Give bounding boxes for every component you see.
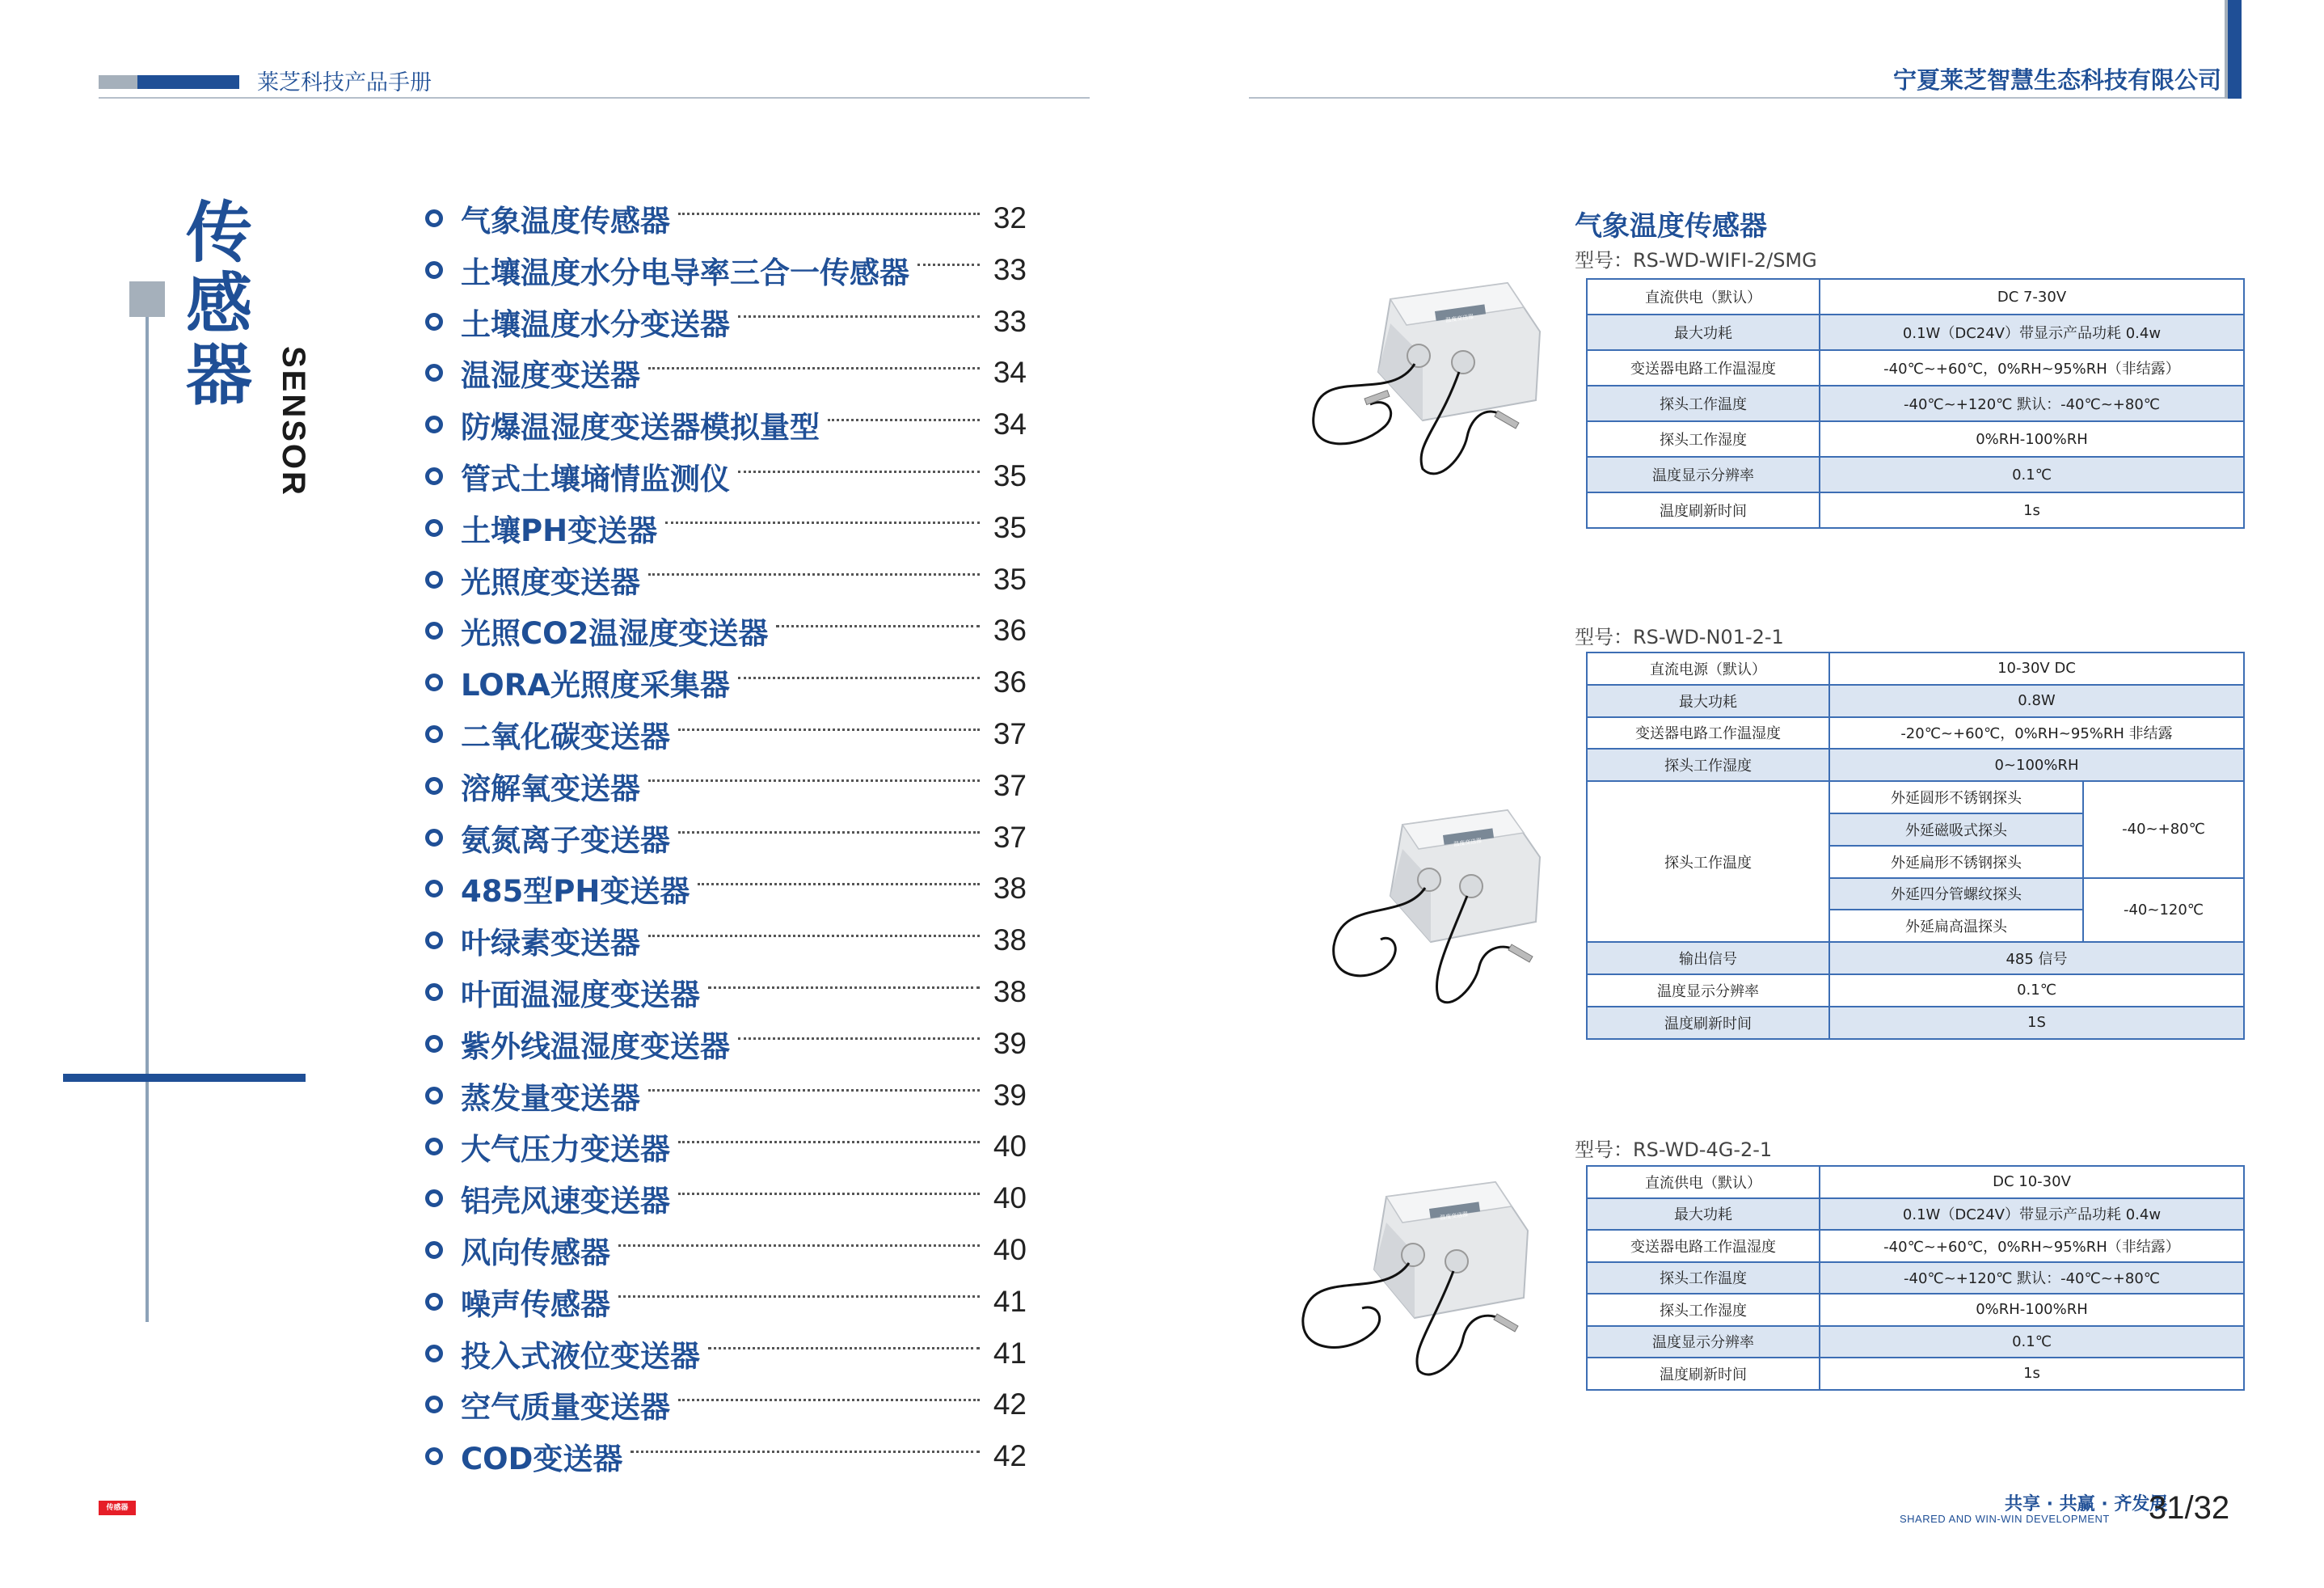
toc-item-page: 38	[993, 872, 1027, 906]
toc-item-label: 紫外线温湿度变送器	[461, 1028, 730, 1064]
circle-bullet-icon	[425, 261, 443, 279]
circle-bullet-icon	[425, 467, 443, 485]
toc-item-label: 铝壳风速变送器	[461, 1184, 670, 1219]
section-badge: 传感器	[99, 1501, 136, 1515]
toc-item-page: 42	[993, 1439, 1027, 1473]
toc-leader-dots	[828, 419, 980, 421]
spec-table-2	[1586, 652, 2245, 1040]
toc-leader-dots	[648, 367, 980, 370]
device-3-body	[1374, 1182, 1528, 1318]
spec-row	[1587, 1007, 2244, 1039]
toc-item[interactable]	[425, 968, 1027, 1016]
device-1-label: 温度变送器	[1445, 313, 1474, 324]
spec-value: -20℃~+60℃，0%RH~95%RH 非结露	[1829, 717, 2244, 750]
toc-item-page: 39	[993, 1026, 1027, 1060]
section-title-char-1: 传	[186, 195, 253, 272]
toc-item-page: 41	[993, 1284, 1027, 1318]
toc-item-page: 35	[993, 510, 1027, 544]
spec-table-3	[1586, 1165, 2245, 1391]
toc-item-page: 40	[993, 1233, 1027, 1266]
toc-item[interactable]	[425, 1278, 1027, 1326]
toc-leader-dots	[698, 883, 980, 885]
spec-row	[1587, 1262, 2244, 1294]
spec-key: 输出信号	[1587, 942, 1829, 974]
header-accent-blue	[137, 75, 239, 89]
spec-key: 直流电源（默认）	[1587, 653, 1829, 685]
spec-key: 变送器电路工作温湿度	[1587, 350, 1820, 386]
spec-value: -40℃~+120℃ 默认：-40℃~+80℃	[1820, 1262, 2244, 1294]
circle-bullet-icon	[425, 1447, 443, 1465]
toc-item-page: 35	[993, 562, 1027, 596]
spec-row	[1587, 717, 2244, 750]
header-rule-left	[99, 97, 1090, 99]
toc-item[interactable]	[425, 762, 1027, 810]
spec-value: 1S	[1829, 1007, 2244, 1039]
toc-item[interactable]	[425, 1226, 1027, 1274]
toc-item[interactable]	[425, 864, 1027, 913]
toc-item-label: 土壤温度水分变送器	[461, 306, 730, 342]
spec-row	[1587, 1358, 2244, 1390]
spec-row	[1587, 421, 2244, 457]
toc-leader-dots	[665, 522, 980, 524]
spec-key: 直流供电（默认）	[1587, 1166, 1820, 1198]
spec-value: 485 信号	[1829, 942, 2244, 974]
toc-leader-dots	[648, 573, 980, 576]
toc-item-label: 485型PH变送器	[461, 874, 690, 910]
spec-value: 0.1W（DC24V）带显示产品功耗 0.4w	[1820, 315, 2244, 350]
toc-item[interactable]	[425, 710, 1027, 758]
circle-bullet-icon	[425, 725, 443, 743]
toc-leader-dots	[648, 935, 980, 937]
toc-item-page: 38	[993, 975, 1027, 1008]
toc-leader-dots	[678, 831, 980, 834]
spec-row	[1587, 1294, 2244, 1326]
toc-item[interactable]	[425, 1329, 1027, 1378]
spec-value: DC 7-30V	[1820, 279, 2244, 315]
device-image-2	[1310, 800, 1552, 1011]
spec-row	[1587, 1230, 2244, 1262]
toc-item-page: 39	[993, 1078, 1027, 1112]
toc-item-page: 40	[993, 1130, 1027, 1164]
toc-item[interactable]	[425, 606, 1027, 655]
toc-item-label: 土壤PH变送器	[461, 513, 658, 548]
spec-row	[1587, 942, 2244, 974]
toc-item-page: 37	[993, 768, 1027, 802]
section-square-marker	[129, 281, 165, 317]
model-3-label: 型号：RS-WD-4G-2-1	[1575, 1138, 1773, 1161]
toc-item[interactable]	[425, 194, 1027, 243]
toc-item-label: 气象温度传感器	[461, 204, 670, 239]
spec-probe-type: 外延四分管螺纹探头	[1829, 878, 2083, 910]
circle-bullet-icon	[425, 416, 443, 433]
toc-item-label: 光照CO2温湿度变送器	[461, 616, 769, 652]
header-left-title: 莱芝科技产品手册	[257, 70, 432, 95]
spec-key: 变送器电路工作温湿度	[1587, 1230, 1820, 1262]
spec-value: -40℃~+60℃，0%RH~95%RH（非结露）	[1820, 1230, 2244, 1262]
toc-leader-dots	[708, 986, 980, 989]
toc-item[interactable]	[425, 1380, 1027, 1429]
spec-row	[1587, 1166, 2244, 1198]
circle-bullet-icon	[425, 1087, 443, 1104]
toc-item-label: 空气质量变送器	[461, 1390, 670, 1425]
circle-bullet-icon	[425, 519, 443, 537]
toc-leader-dots	[738, 471, 980, 473]
spec-probe-type: 外延圆形不锈钢探头	[1829, 781, 2083, 813]
toc-item-label: 风向传感器	[461, 1235, 610, 1270]
spec-value: 0.1℃	[1820, 1326, 2244, 1358]
toc-item-page: 37	[993, 820, 1027, 854]
toc-item-label: 光照度变送器	[461, 564, 640, 600]
toc-leader-dots	[708, 1347, 980, 1349]
toc-item-label: 防爆温湿度变送器模拟量型	[461, 410, 820, 446]
model-1-label: 型号：RS-WD-WIFI-2/SMG	[1575, 249, 1817, 272]
spec-row	[1587, 350, 2244, 386]
spec-key: 最大功耗	[1587, 315, 1820, 350]
footer-page-numbers: 31/32	[2149, 1490, 2230, 1526]
toc-item[interactable]	[425, 1174, 1027, 1223]
spec-value: 0%RH-100%RH	[1820, 421, 2244, 457]
toc-item-label: COD变送器	[461, 1442, 623, 1477]
toc-leader-dots	[678, 729, 980, 731]
spec-value: DC 10-30V	[1820, 1166, 2244, 1198]
device-2-body	[1390, 810, 1540, 942]
circle-bullet-icon	[425, 983, 443, 1001]
toc-item-page: 41	[993, 1336, 1027, 1370]
toc-leader-dots	[738, 677, 980, 679]
toc-leader-dots	[618, 1295, 980, 1298]
spec-key: 最大功耗	[1587, 685, 1829, 717]
spec-row	[1587, 685, 2244, 717]
device-3-label: 温度变送器	[1439, 1210, 1469, 1222]
section-horizontal-rule	[63, 1074, 306, 1082]
spec-value: -40℃~+60℃，0%RH~95%RH（非结露）	[1820, 350, 2244, 386]
spec-probe-range: -40~+80℃	[2083, 781, 2244, 877]
spec-key: 探头工作温度	[1587, 781, 1829, 942]
spec-key: 温度刷新时间	[1587, 1358, 1820, 1390]
circle-bullet-icon	[425, 829, 443, 847]
spec-row	[1587, 492, 2244, 528]
spec-table-1	[1586, 278, 2245, 529]
spec-key: 温度显示分辨率	[1587, 1326, 1820, 1358]
spec-row	[1587, 974, 2244, 1007]
footer-slogan-en: SHARED AND WIN-WIN DEVELOPMENT	[1900, 1513, 2110, 1525]
product-title: 气象温度传感器	[1575, 210, 1767, 243]
spec-key: 探头工作湿度	[1587, 421, 1820, 457]
circle-bullet-icon	[425, 931, 443, 949]
spec-row	[1587, 315, 2244, 350]
circle-bullet-icon	[425, 1189, 443, 1207]
spec-value: 0.1℃	[1820, 457, 2244, 492]
spec-key: 温度刷新时间	[1587, 492, 1820, 528]
spec-value: 0.1℃	[1829, 974, 2244, 1007]
spec-value: 0.8W	[1829, 685, 2244, 717]
toc-item-label: 叶面温湿度变送器	[461, 978, 700, 1012]
toc-leader-dots	[738, 315, 980, 318]
spec-key: 探头工作温度	[1587, 386, 1820, 421]
toc-item[interactable]	[425, 348, 1027, 397]
spec-key: 探头工作湿度	[1587, 749, 1829, 781]
toc-item[interactable]	[425, 658, 1027, 707]
spec-value: 0~100%RH	[1829, 749, 2244, 781]
header-accent-gray	[99, 75, 137, 89]
spec-row	[1587, 653, 2244, 685]
toc-item-page: 35	[993, 459, 1027, 492]
toc-item-page: 34	[993, 356, 1027, 390]
toc-item[interactable]	[425, 916, 1027, 965]
circle-bullet-icon	[425, 1035, 443, 1053]
toc-leader-dots	[648, 779, 980, 782]
header-right-accent-blue	[2228, 0, 2242, 99]
footer-slogan: 共享 · 共赢 · 齐发展	[2005, 1494, 2168, 1514]
toc-item-page: 34	[993, 408, 1027, 441]
toc-leader-dots	[917, 264, 980, 266]
toc-item[interactable]	[425, 813, 1027, 862]
spec-value: 1s	[1820, 492, 2244, 528]
toc-item-label: 温湿度变送器	[461, 358, 640, 394]
circle-bullet-icon	[425, 209, 443, 227]
device-image-3	[1293, 1172, 1544, 1383]
spec-row	[1587, 1326, 2244, 1358]
toc-item[interactable]	[425, 555, 1027, 604]
spec-value: 0%RH-100%RH	[1820, 1294, 2244, 1326]
toc-leader-dots	[776, 625, 980, 627]
spec-probe-type: 外延扁高温探头	[1829, 910, 2083, 942]
toc-item-page: 33	[993, 252, 1027, 286]
spec-key: 最大功耗	[1587, 1198, 1820, 1231]
spec-key: 探头工作湿度	[1587, 1294, 1820, 1326]
circle-bullet-icon	[425, 1138, 443, 1155]
toc-leader-dots	[738, 1037, 980, 1040]
toc-leader-dots	[648, 1089, 980, 1092]
spec-key: 温度显示分辨率	[1587, 457, 1820, 492]
spec-probe-type: 外延扁形不锈钢探头	[1829, 846, 2083, 878]
toc-item-page: 33	[993, 304, 1027, 338]
spec-probe-type: 外延磁吸式探头	[1829, 813, 2083, 846]
toc-leader-dots	[678, 1193, 980, 1195]
toc-item-label: 投入式液位变送器	[461, 1338, 700, 1374]
circle-bullet-icon	[425, 880, 443, 897]
toc-leader-dots	[678, 1141, 980, 1143]
toc-item-label: 二氧化碳变送器	[461, 720, 670, 754]
toc-item[interactable]	[425, 504, 1027, 552]
toc-item-page: 40	[993, 1181, 1027, 1215]
circle-bullet-icon	[425, 1293, 443, 1311]
toc-item-page: 38	[993, 923, 1027, 957]
circle-bullet-icon	[425, 1241, 443, 1259]
toc-item[interactable]	[425, 1020, 1027, 1068]
toc-item[interactable]	[425, 1122, 1027, 1171]
spec-key: 探头工作温度	[1587, 1262, 1820, 1294]
model-2-label: 型号：RS-WD-N01-2-1	[1575, 626, 1784, 648]
circle-bullet-icon	[425, 674, 443, 691]
spec-probe-range: -40~120℃	[2083, 878, 2244, 943]
toc-item-page: 37	[993, 717, 1027, 750]
spec-row	[1587, 386, 2244, 421]
toc-item-label: 管式土壤墒情监测仪	[461, 462, 730, 496]
circle-bullet-icon	[425, 1396, 443, 1413]
toc-item-page: 36	[993, 665, 1027, 699]
device-1-body	[1378, 283, 1540, 420]
header-right-title: 宁夏莱芝智慧生态科技有限公司	[1892, 66, 2221, 94]
spec-value: 10-30V DC	[1829, 653, 2244, 685]
spec-row	[1587, 1198, 2244, 1231]
circle-bullet-icon	[425, 622, 443, 640]
spec-row	[1587, 457, 2244, 492]
section-vertical-rule	[146, 283, 149, 1322]
spec-value: -40℃~+120℃ 默认：-40℃~+80℃	[1820, 386, 2244, 421]
toc-leader-dots	[631, 1451, 980, 1453]
toc-leader-dots	[678, 1399, 980, 1401]
toc-item-label: 蒸发量变送器	[461, 1080, 640, 1116]
device-image-1	[1301, 275, 1552, 477]
spec-row	[1587, 781, 2244, 813]
circle-bullet-icon	[425, 364, 443, 382]
toc-item-label: LORA光照度采集器	[461, 668, 730, 703]
toc-item-page: 42	[993, 1387, 1027, 1421]
toc-item[interactable]	[425, 1432, 1027, 1480]
section-title-char-2: 感	[186, 266, 253, 343]
header-rule-right	[1249, 97, 2242, 99]
spec-key: 直流供电（默认）	[1587, 279, 1820, 315]
spec-row	[1587, 749, 2244, 781]
spec-value: 1s	[1820, 1358, 2244, 1390]
toc-item-label: 叶绿素变送器	[461, 926, 640, 961]
section-title-char-3: 器	[186, 337, 253, 414]
circle-bullet-icon	[425, 571, 443, 589]
spec-key: 温度刷新时间	[1587, 1007, 1829, 1039]
device-2-label: 温度变送器	[1453, 837, 1483, 848]
toc-leader-dots	[678, 213, 980, 215]
toc-item-label: 土壤温度水分电导率三合一传感器	[461, 255, 909, 290]
toc-item-page: 36	[993, 614, 1027, 648]
toc-item[interactable]	[425, 1071, 1027, 1120]
circle-bullet-icon	[425, 1345, 443, 1362]
toc-item-label: 噪声传感器	[461, 1286, 610, 1322]
toc-item-label: 氨氮离子变送器	[461, 822, 670, 858]
toc-item[interactable]	[425, 400, 1027, 449]
spec-value: 0.1W（DC24V）带显示产品功耗 0.4w	[1820, 1198, 2244, 1231]
section-title-en: SENSOR	[276, 346, 311, 497]
toc-item-label: 溶解氧变送器	[461, 771, 640, 806]
toc-item-page: 32	[993, 201, 1027, 234]
toc-item[interactable]	[425, 298, 1027, 346]
circle-bullet-icon	[425, 313, 443, 331]
toc-item-label: 大气压力变送器	[461, 1132, 670, 1168]
toc-item[interactable]	[425, 452, 1027, 500]
spec-key: 变送器电路工作温湿度	[1587, 717, 1829, 750]
spec-key: 温度显示分辨率	[1587, 974, 1829, 1007]
toc-item[interactable]	[425, 246, 1027, 294]
toc-leader-dots	[618, 1244, 980, 1247]
spec-row	[1587, 279, 2244, 315]
circle-bullet-icon	[425, 777, 443, 795]
